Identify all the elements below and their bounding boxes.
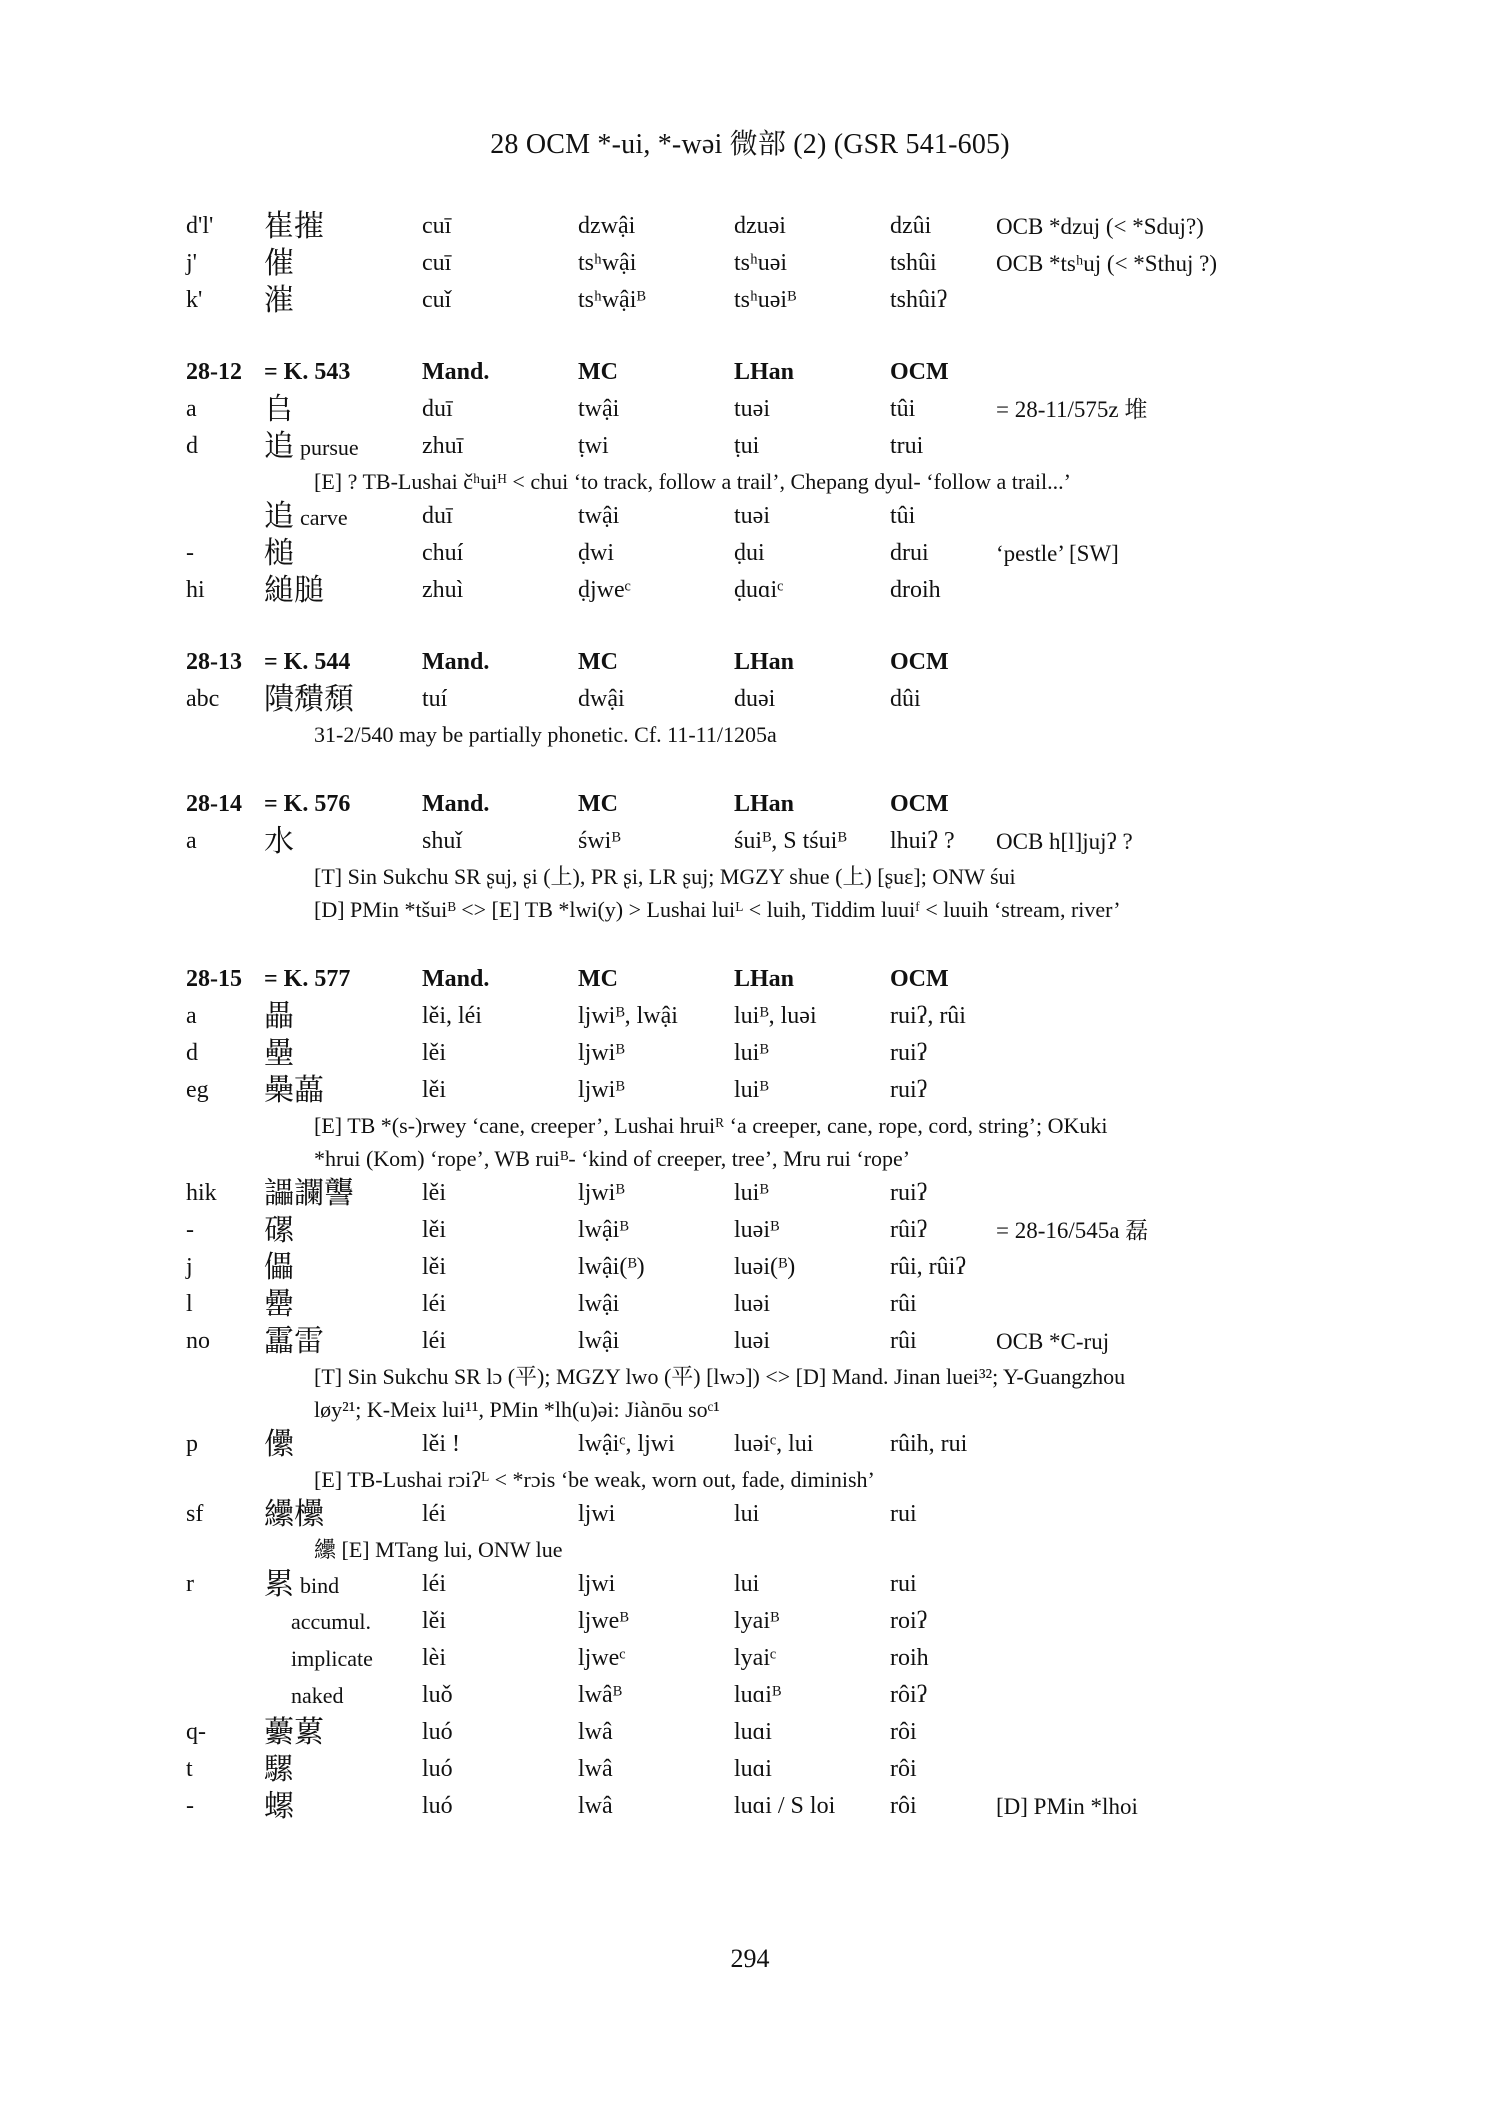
chinese-character: 縋膇 [264, 574, 324, 607]
section-number: 28-15 [186, 966, 242, 992]
column-header-ocm: OCM [890, 359, 949, 385]
later-han-reading: luəi [734, 1291, 770, 1317]
section-number: 28-13 [186, 649, 242, 675]
entry-graph-cell [264, 1566, 339, 1605]
chinese-character: 虆蔂 [264, 1716, 324, 1749]
chinese-character: 𠂤 [264, 393, 294, 426]
chinese-character: 水 [264, 825, 294, 858]
mandarin-reading: léi [422, 1291, 446, 1317]
mandarin-reading: léi [422, 1501, 446, 1527]
entry-letter: r [186, 1571, 194, 1597]
mandarin-reading: shuǐ [422, 828, 463, 854]
column-header-lhan: LHan [734, 966, 795, 992]
mandarin-reading: zhuī [422, 433, 464, 459]
entry-row [186, 1212, 1346, 1249]
entry-row [186, 1566, 1346, 1603]
old-chinese-reading: roih [890, 1645, 929, 1671]
middle-chinese-reading: twậi [578, 396, 620, 422]
chinese-character: 儽 [264, 1428, 294, 1461]
middle-chinese-reading: ljwiᴮ [578, 1077, 625, 1103]
old-chinese-reading: trui [890, 433, 924, 459]
entry-row [186, 391, 1346, 428]
entry-letter: j' [186, 250, 197, 276]
old-chinese-reading: dûi [890, 686, 921, 712]
mandarin-reading: lěi [422, 1254, 446, 1280]
sense-row [186, 1603, 1346, 1640]
mandarin-reading: luó [422, 1719, 453, 1745]
sense-label: naked [291, 1683, 344, 1708]
karlgren-ref: = K. 544 [264, 649, 351, 675]
column-header-lhan: LHan [734, 359, 795, 385]
old-chinese-reading: rûiʔ [890, 1217, 928, 1243]
entry-row [186, 1496, 1346, 1533]
entry-row [186, 1426, 1346, 1463]
entry-row [186, 1286, 1346, 1323]
column-header-mc: MC [578, 359, 618, 385]
sense-label: accumul. [291, 1609, 372, 1634]
later-han-reading: ḍuɑiᶜ [734, 577, 784, 603]
entry-graph-cell [264, 282, 294, 321]
entry-letter: p [186, 1431, 198, 1457]
chinese-character: 追 [264, 430, 294, 463]
middle-chinese-reading: ljwiᴮ, lwậi [578, 1003, 678, 1029]
middle-chinese-reading: ljwi [578, 1571, 616, 1597]
middle-chinese-reading: ljweᴮ [578, 1608, 629, 1634]
chinese-character: 儡 [264, 1251, 294, 1284]
annotation-line: [E] ? TB-Lushai čʰuiᴴ < chui ‘to track, follow a trail’, Chepang dyul- ‘follow a trail...’ [314, 469, 1071, 494]
mandarin-reading: lèi [422, 1645, 446, 1671]
entry-note: OCB *dzuj (< *Sduj?) [996, 214, 1204, 239]
entry-letter: d [186, 1040, 198, 1066]
middle-chinese-reading: ljwi [578, 1501, 616, 1527]
mandarin-reading: lěi [422, 1180, 446, 1206]
entry-letter: - [186, 1217, 194, 1243]
entry-row [186, 1249, 1346, 1286]
entry-graph-cell [264, 681, 354, 720]
entry-letter: sf [186, 1501, 204, 1527]
entry-letter: d'l' [186, 213, 214, 239]
section-number: 28-14 [186, 791, 242, 817]
old-chinese-reading: rôi [890, 1793, 917, 1819]
karlgren-ref: = K. 577 [264, 966, 351, 992]
gloss: carve [300, 505, 348, 530]
annotation-line: [T] Sin Sukchu SR lɔ (平); MGZY lwo (平) [lwɔ]) <> [D] Mand. Jinan luei³²; Y-Guangzhou [314, 1364, 1126, 1389]
later-han-reading: ṭui [734, 433, 760, 459]
entry-letter: no [186, 1328, 210, 1354]
column-header-mand: Mand. [422, 649, 490, 675]
mandarin-reading: zhuì [422, 577, 464, 603]
old-chinese-reading: ruiʔ [890, 1077, 928, 1103]
mandarin-reading: lěi [422, 1608, 446, 1634]
mandarin-reading: chuí [422, 540, 464, 566]
later-han-reading: luɑiᴮ [734, 1682, 782, 1708]
sense-label: implicate [291, 1646, 373, 1671]
entry-graph-cell [264, 1286, 294, 1325]
middle-chinese-reading: ḍjweᶜ [578, 577, 631, 603]
chinese-character: 螺 [264, 1790, 294, 1823]
mandarin-reading: lěi [422, 1077, 446, 1103]
column-header-lhan: LHan [734, 649, 795, 675]
chinese-character: 靁雷 [264, 1325, 324, 1358]
later-han-reading: luɑi / S loi [734, 1793, 836, 1819]
later-han-reading: luəi [734, 1328, 770, 1354]
sense-row [186, 1677, 1346, 1714]
entry-note: ‘pestle’ [SW] [996, 541, 1119, 566]
entry-graph-cell [264, 1212, 294, 1251]
entry-graph-cell [264, 1788, 294, 1827]
sense-row [186, 1640, 1346, 1677]
entry-graph-cell [264, 208, 324, 247]
mandarin-reading: cuǐ [422, 287, 452, 313]
section-gap [186, 751, 1346, 786]
entry-letter: q- [186, 1719, 206, 1745]
old-chinese-reading: ruiʔ, rûi [890, 1003, 966, 1029]
entry-row [186, 1714, 1346, 1751]
column-header-ocm: OCM [890, 791, 949, 817]
middle-chinese-reading: ḍwi [578, 540, 614, 566]
entry-row [186, 1175, 1346, 1212]
middle-chinese-reading: świᴮ [578, 828, 621, 854]
entry-graph-cell [264, 1249, 294, 1288]
middle-chinese-reading: lwâ [578, 1719, 613, 1745]
old-chinese-reading: tûi [890, 503, 916, 529]
mandarin-reading: duī [422, 396, 453, 422]
old-chinese-reading: rûi, rûiʔ [890, 1254, 966, 1280]
middle-chinese-reading: lwậi [578, 1291, 620, 1317]
chinese-character: 槌 [264, 537, 294, 570]
middle-chinese-reading: lwâᴮ [578, 1682, 622, 1708]
column-header-mand: Mand. [422, 966, 490, 992]
column-header-mand: Mand. [422, 791, 490, 817]
later-han-reading: luəi(ᴮ) [734, 1254, 796, 1280]
mandarin-reading: duī [422, 503, 453, 529]
entry-letter: j [186, 1254, 193, 1280]
mandarin-reading: léi [422, 1571, 446, 1597]
entry-letter: - [186, 540, 194, 566]
section-gap [186, 319, 1346, 354]
gloss: bind [300, 1573, 340, 1598]
annotation-line: [D] PMin *tšuiᴮ <> [E] TB *lwi(y) > Lushai luiᴸ < luih, Tiddim luuiᶠ < luuih ‘stream, river’ [314, 897, 1121, 922]
mandarin-reading: léi [422, 1328, 446, 1354]
entry-row [186, 998, 1346, 1035]
section-number: 28-12 [186, 359, 242, 385]
middle-chinese-reading: twậi [578, 503, 620, 529]
later-han-reading: luɑi [734, 1719, 772, 1745]
entry-letter: t [186, 1756, 193, 1782]
mandarin-reading: lěi, léi [422, 1003, 482, 1029]
entry-graph-cell [264, 1751, 294, 1790]
mandarin-reading: cuī [422, 213, 452, 239]
entry-note: [D] PMin *lhoi [996, 1794, 1138, 1819]
mandarin-reading: lěi [422, 1217, 446, 1243]
later-han-reading: luəiᶜ, lui [734, 1431, 814, 1457]
mandarin-reading: cuī [422, 250, 452, 276]
entry-letter: a [186, 828, 197, 854]
entry-letter: - [186, 1793, 194, 1819]
column-header-lhan: LHan [734, 791, 795, 817]
entry-letter: l [186, 1291, 193, 1317]
old-chinese-reading: tshûi [890, 250, 937, 276]
later-han-reading: luɑi [734, 1756, 772, 1782]
entry-row [186, 681, 1346, 718]
chinese-character: 累 [264, 1568, 294, 1601]
old-chinese-reading: rôi [890, 1719, 917, 1745]
column-header-mand: Mand. [422, 359, 490, 385]
annotation-line: [E] TB-Lushai rɔiʔᴸ < *rɔis ‘be weak, worn out, fade, diminish’ [314, 1467, 875, 1492]
middle-chinese-reading: lwậiᶜ, ljwi [578, 1431, 675, 1457]
middle-chinese-reading: lwậi [578, 1328, 620, 1354]
middle-chinese-reading: lwâ [578, 1756, 613, 1782]
entry-letter: hi [186, 577, 205, 603]
middle-chinese-reading: ṭwi [578, 433, 609, 459]
later-han-reading: dzuəi [734, 213, 786, 239]
chinese-character: 壘 [264, 1037, 294, 1070]
section-gap [186, 609, 1346, 644]
mandarin-reading: luó [422, 1793, 453, 1819]
column-header-mc: MC [578, 966, 618, 992]
annotation-line: [T] Sin Sukchu SR ʂuj, ʂi (上), PR ʂi, LR ʂuj; MGZY shue (上) [ʂuɛ]; ONW śui [314, 864, 1016, 889]
column-header-ocm: OCM [890, 649, 949, 675]
annotation-line: 纝 [E] MTang lui, ONW lue [314, 1537, 563, 1562]
entry-letter: eg [186, 1077, 209, 1103]
later-han-reading: luiᴮ [734, 1077, 769, 1103]
middle-chinese-reading: lwậiᴮ [578, 1217, 629, 1243]
old-chinese-reading: drui [890, 540, 929, 566]
entry-graph-cell [264, 1496, 324, 1535]
entry-graph-cell [264, 572, 324, 611]
later-han-reading: lui [734, 1501, 760, 1527]
entry-note: OCB *tsʰuj (< *Sthuj ?) [996, 251, 1217, 276]
section-gap [186, 926, 1346, 961]
chinese-character: 纝欙 [264, 1498, 324, 1531]
later-han-reading: tsʰuəi [734, 250, 788, 276]
chinese-character: 追 [264, 500, 294, 533]
later-han-reading: tuəi [734, 503, 770, 529]
entry-graph-cell [264, 1035, 294, 1074]
old-chinese-reading: ruiʔ [890, 1180, 928, 1206]
entry-graph-cell [264, 1175, 354, 1214]
section-header [186, 644, 1346, 681]
mandarin-reading: luó [422, 1756, 453, 1782]
entry-note: = 28-11/575z 堆 [996, 397, 1148, 422]
old-chinese-reading: droih [890, 577, 941, 603]
later-han-reading: tuəi [734, 396, 770, 422]
entry-row [186, 535, 1346, 572]
dictionary-table [186, 208, 1346, 1825]
middle-chinese-reading: ljwiᴮ [578, 1180, 625, 1206]
entry-letter: a [186, 396, 197, 422]
chinese-character: 崔摧 [264, 210, 324, 243]
later-han-reading: tsʰuəiᴮ [734, 287, 797, 313]
later-han-reading: ḍui [734, 540, 765, 566]
old-chinese-reading: lhuiʔ ? [890, 828, 955, 854]
entry-letter: abc [186, 686, 220, 712]
entry-graph-cell [264, 1323, 324, 1362]
entry-graph-cell [264, 998, 294, 1037]
annotation-line: løy²¹; K-Meix lui¹¹, PMin *lh(u)əi: Jiànōu soᶜ¹ [314, 1397, 720, 1422]
page-header: 28 OCM *-ui, *-wəi 微部 (2) (GSR 541-605) [490, 129, 1010, 160]
entry-graph-cell [264, 1714, 324, 1753]
entry-row [186, 282, 1346, 319]
gloss: pursue [300, 435, 359, 460]
entry-letter: k' [186, 287, 203, 313]
chinese-character: 讄讕讋 [264, 1177, 354, 1210]
old-chinese-reading: tshûiʔ [890, 287, 948, 313]
chinese-character: 催 [264, 247, 294, 280]
old-chinese-reading: rûi [890, 1291, 917, 1317]
entry-row [186, 1751, 1346, 1788]
entry-graph-cell [264, 823, 294, 862]
column-header-mc: MC [578, 791, 618, 817]
later-han-reading: lui [734, 1571, 760, 1597]
annotation-line: [E] TB *(s-)rwey ‘cane, creeper’, Lushai hruiᴿ ‘a creeper, cane, rope, cord, string’; OKuki [314, 1113, 1108, 1138]
middle-chinese-reading: tsʰwậi [578, 250, 637, 276]
entry-row [186, 428, 1346, 465]
old-chinese-reading: rôiʔ [890, 1682, 928, 1708]
old-chinese-reading: rui [890, 1501, 917, 1527]
middle-chinese-reading: lwâ [578, 1793, 613, 1819]
entry-note: OCB *C-ruj [996, 1329, 1110, 1354]
entry-graph-cell [264, 498, 348, 537]
middle-chinese-reading: dwậi [578, 686, 625, 712]
entry-letter: a [186, 1003, 197, 1029]
middle-chinese-reading: tsʰwậiᴮ [578, 287, 646, 313]
old-chinese-reading: ruiʔ [890, 1040, 928, 1066]
page-number: 294 [730, 1944, 770, 1973]
later-han-reading: lyaiᶜ [734, 1645, 777, 1671]
entry-note: = 28-16/545a 磊 [996, 1218, 1149, 1243]
section-header [186, 786, 1346, 823]
entry-graph-cell [264, 245, 294, 284]
later-han-reading: lyaiᴮ [734, 1608, 780, 1634]
entry-row [186, 572, 1346, 609]
entry-graph-cell [264, 1426, 294, 1465]
section-header [186, 961, 1346, 998]
column-header-ocm: OCM [890, 966, 949, 992]
entry-row [186, 245, 1346, 282]
mandarin-reading: tuí [422, 686, 448, 712]
old-chinese-reading: roiʔ [890, 1608, 928, 1634]
old-chinese-reading: rûih, rui [890, 1431, 968, 1457]
chinese-character: 磥 [264, 1214, 294, 1247]
entry-row [186, 1072, 1346, 1109]
mandarin-reading: luǒ [422, 1682, 453, 1708]
middle-chinese-reading: lwậi(ᴮ) [578, 1254, 645, 1280]
later-han-reading: duəi [734, 686, 776, 712]
later-han-reading: luəiᴮ [734, 1217, 780, 1243]
entry-row [186, 1788, 1346, 1825]
entry-note: OCB h[l]jujʔ ? [996, 829, 1133, 854]
old-chinese-reading: tûi [890, 396, 916, 422]
chinese-character: 騾 [264, 1753, 294, 1786]
entry-row [186, 498, 1346, 535]
entry-row [186, 208, 1346, 245]
entry-graph-cell [264, 391, 294, 430]
later-han-reading: luiᴮ [734, 1180, 769, 1206]
later-han-reading: luiᴮ, luəi [734, 1003, 817, 1029]
old-chinese-reading: rôi [890, 1756, 917, 1782]
later-han-reading: luiᴮ [734, 1040, 769, 1066]
entry-graph-cell [264, 535, 294, 574]
mandarin-reading: lěi ! [422, 1431, 460, 1457]
column-header-mc: MC [578, 649, 618, 675]
entry-letter: hik [186, 1180, 217, 1206]
karlgren-ref: = K. 576 [264, 791, 351, 817]
middle-chinese-reading: dzwậi [578, 213, 636, 239]
entry-graph-cell [264, 428, 359, 467]
chinese-character: 隤穨頹 [264, 683, 354, 716]
entry-row [186, 1323, 1346, 1360]
chinese-character: 櫐藟 [264, 1074, 324, 1107]
entry-row [186, 1035, 1346, 1072]
chinese-character: 罍 [264, 1288, 294, 1321]
annotation-line: 31-2/540 may be partially phonetic. Cf. 11-11/1205a [314, 722, 777, 747]
chinese-character: 畾 [264, 1000, 294, 1033]
entry-graph-cell [264, 1072, 324, 1111]
later-han-reading: śuiᴮ, S tśuiᴮ [734, 828, 847, 854]
old-chinese-reading: rui [890, 1571, 917, 1597]
karlgren-ref: = K. 543 [264, 359, 351, 385]
annotation-line: *hrui (Kom) ‘rope’, WB ruiᴮ- ‘kind of creeper, tree’, Mru rui ‘rope’ [314, 1146, 911, 1171]
middle-chinese-reading: ljwiᴮ [578, 1040, 625, 1066]
mandarin-reading: lěi [422, 1040, 446, 1066]
entry-letter: d [186, 433, 198, 459]
section-header [186, 354, 1346, 391]
middle-chinese-reading: ljweᶜ [578, 1645, 626, 1671]
chinese-character: 漼 [264, 284, 294, 317]
entry-row [186, 823, 1346, 860]
old-chinese-reading: rûi [890, 1328, 917, 1354]
old-chinese-reading: dzûi [890, 213, 932, 239]
